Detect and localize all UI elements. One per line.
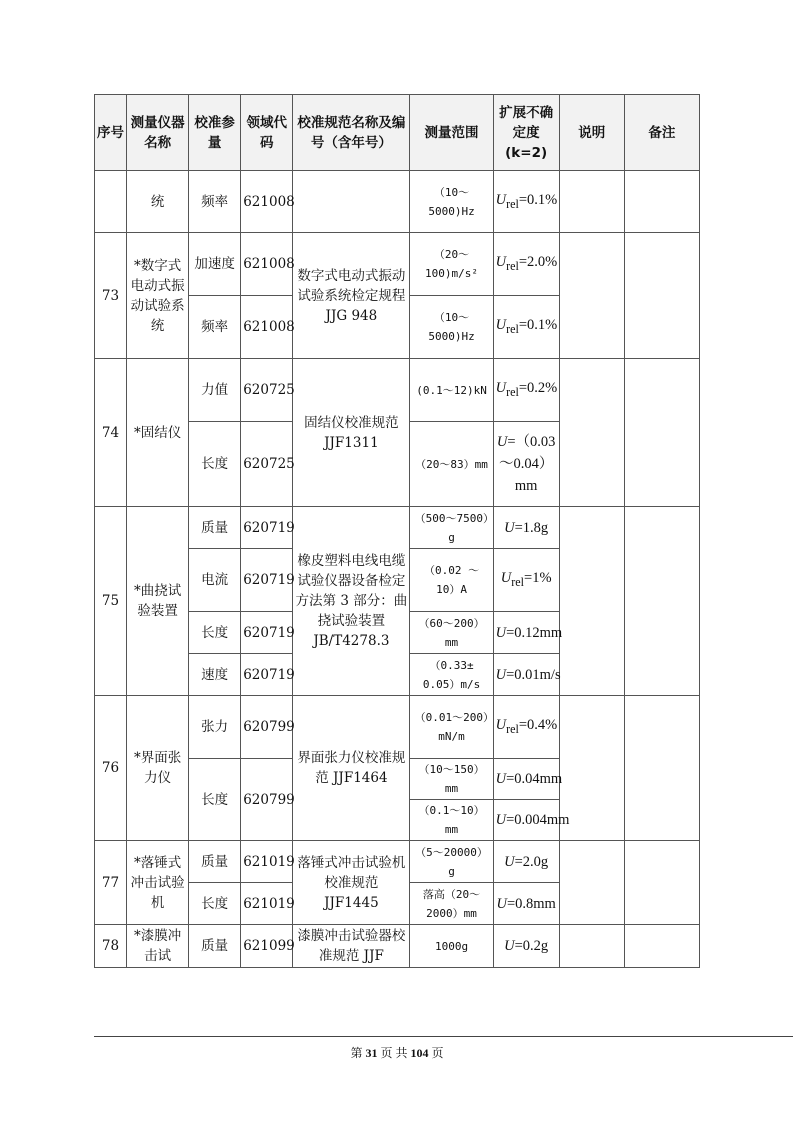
row-code: 620799 — [241, 759, 293, 841]
calibration-table — [94, 94, 700, 968]
row-desc — [559, 359, 624, 507]
table-row — [95, 171, 700, 233]
row-range: （20～83）mm — [410, 422, 493, 507]
row-remark — [624, 359, 699, 507]
row-uncertainty: $U_{rel}=2.0\%$ — [493, 233, 559, 296]
table-row — [95, 925, 700, 968]
row-code: 621019 — [241, 841, 293, 883]
row-range: （0.33± 0.05）m/s — [410, 654, 493, 696]
row-seq: 74 — [95, 359, 127, 507]
row-param: 长度 — [189, 612, 241, 654]
row-param: 频率 — [189, 296, 241, 359]
row-uncertainty: U=0.12mm — [493, 612, 559, 654]
row-uncertainty: U=（0.03～0.04）mm — [493, 422, 559, 507]
header-param: 校准参量 — [189, 95, 241, 171]
row-seq: 78 — [95, 925, 127, 968]
footer-divider — [94, 1036, 793, 1037]
row-range: (0.1～12)kN — [410, 359, 493, 422]
row-seq: 77 — [95, 841, 127, 925]
header-spec: 校准规范名称及编号（含年号） — [293, 95, 410, 171]
row-param: 质量 — [189, 841, 241, 883]
row-param: 质量 — [189, 507, 241, 549]
row-range: （10～5000)Hz — [410, 296, 493, 359]
row-range: （500～7500）g — [410, 507, 493, 549]
row-range: （0.02 ～ 10）A — [410, 549, 493, 612]
row-spec: 界面张力仪校准规范 JJF1464 — [293, 696, 410, 841]
row-code: 621019 — [241, 883, 293, 925]
row-param: 速度 — [189, 654, 241, 696]
row-range: （20～100)m/s² — [410, 233, 493, 296]
row-remark — [624, 696, 699, 841]
table-row — [95, 507, 700, 549]
page-footer: 第 31 页 共 104 页 — [350, 1046, 444, 1060]
row-uncertainty: $U_{rel}=0.1\%$ — [493, 171, 559, 233]
row-range: （10～5000)Hz — [410, 171, 493, 233]
row-code: 620719 — [241, 654, 293, 696]
row-param: 频率 — [189, 171, 241, 233]
row-param: 张力 — [189, 696, 241, 759]
row-param: 力值 — [189, 359, 241, 422]
row-seq: 73 — [95, 233, 127, 359]
row-desc — [559, 507, 624, 696]
table-header-row — [95, 95, 700, 171]
page-number: 31 — [365, 1046, 378, 1060]
row-code: 620725 — [241, 422, 293, 507]
row-range: 落高（20～2000）mm — [410, 883, 493, 925]
row-uncertainty: $U_{rel}=0.4\%$ — [493, 696, 559, 759]
row-code: 620719 — [241, 507, 293, 549]
row-seq — [95, 171, 127, 233]
row-uncertainty: U=2.0g — [493, 841, 559, 883]
row-code: 621008 — [241, 296, 293, 359]
row-uncertainty: $U_{rel}=1\%$ — [493, 549, 559, 612]
row-range: （0.01～200）mN/m — [410, 696, 493, 759]
row-seq: 76 — [95, 696, 127, 841]
header-code: 领域代码 — [241, 95, 293, 171]
row-remark — [624, 925, 699, 968]
row-code: 620719 — [241, 549, 293, 612]
row-spec: 数字式电动式振动试验系统检定规程 JJG 948 — [293, 233, 410, 359]
row-uncertainty: U=1.8g — [493, 507, 559, 549]
table-row — [95, 233, 700, 296]
row-range: （60～200）mm — [410, 612, 493, 654]
row-desc — [559, 233, 624, 359]
row-param: 电流 — [189, 549, 241, 612]
row-remark — [624, 171, 699, 233]
row-param: 长度 — [189, 422, 241, 507]
row-param: 长度 — [189, 759, 241, 841]
row-instrument: *界面张力仪 — [127, 696, 189, 841]
row-spec: 固结仪校准规范 JJF1311 — [293, 359, 410, 507]
page-total: 104 — [410, 1046, 429, 1060]
row-code: 620719 — [241, 612, 293, 654]
row-param: 长度 — [189, 883, 241, 925]
header-uncertainty: 扩展不确定度(k=2) — [493, 95, 559, 171]
row-spec: 漆膜冲击试验器校准规范 JJF — [293, 925, 410, 968]
row-remark — [624, 507, 699, 696]
header-desc: 说明 — [559, 95, 624, 171]
row-spec — [293, 171, 410, 233]
row-uncertainty: U=0.2g — [493, 925, 559, 968]
row-remark — [624, 233, 699, 359]
row-range: （0.1～10）mm — [410, 800, 493, 841]
row-code: 621099 — [241, 925, 293, 968]
row-code: 621008 — [241, 233, 293, 296]
table-row — [95, 841, 700, 883]
row-spec: 橡皮塑料电线电缆试验仪器设备检定方法第 3 部分：曲挠试验装置 JB/T4278.3 — [293, 507, 410, 696]
row-instrument: *固结仪 — [127, 359, 189, 507]
row-code: 620725 — [241, 359, 293, 422]
row-instrument: *落锤式冲击试验机 — [127, 841, 189, 925]
row-instrument: *数字式电动式振动试验系统 — [127, 233, 189, 359]
row-code: 621008 — [241, 171, 293, 233]
row-uncertainty: U=0.004mm — [493, 800, 559, 841]
row-uncertainty: $U_{rel}=0.2\%$ — [493, 359, 559, 422]
row-desc — [559, 841, 624, 925]
row-remark — [624, 841, 699, 925]
row-param: 加速度 — [189, 233, 241, 296]
header-remark: 备注 — [624, 95, 699, 171]
row-range: 1000g — [410, 925, 493, 968]
row-range: （10～150）mm — [410, 759, 493, 800]
row-desc — [559, 171, 624, 233]
row-param: 质量 — [189, 925, 241, 968]
row-spec: 落锤式冲击试验机校准规范 JJF1445 — [293, 841, 410, 925]
row-uncertainty: $U_{rel}=0.1\%$ — [493, 296, 559, 359]
row-seq: 75 — [95, 507, 127, 696]
row-uncertainty: U=0.8mm — [493, 883, 559, 925]
header-instrument: 测量仪器名称 — [127, 95, 189, 171]
row-uncertainty: U=0.04mm — [493, 759, 559, 800]
row-instrument: 统 — [127, 171, 189, 233]
row-instrument: *漆膜冲击试 — [127, 925, 189, 968]
header-range: 测量范围 — [410, 95, 493, 171]
table-row — [95, 696, 700, 759]
header-seq: 序号 — [95, 95, 127, 171]
table-row — [95, 359, 700, 422]
row-uncertainty: U=0.01m/s — [493, 654, 559, 696]
row-instrument: *曲挠试验装置 — [127, 507, 189, 696]
row-desc — [559, 925, 624, 968]
row-range: （5～20000）g — [410, 841, 493, 883]
row-code: 620799 — [241, 696, 293, 759]
